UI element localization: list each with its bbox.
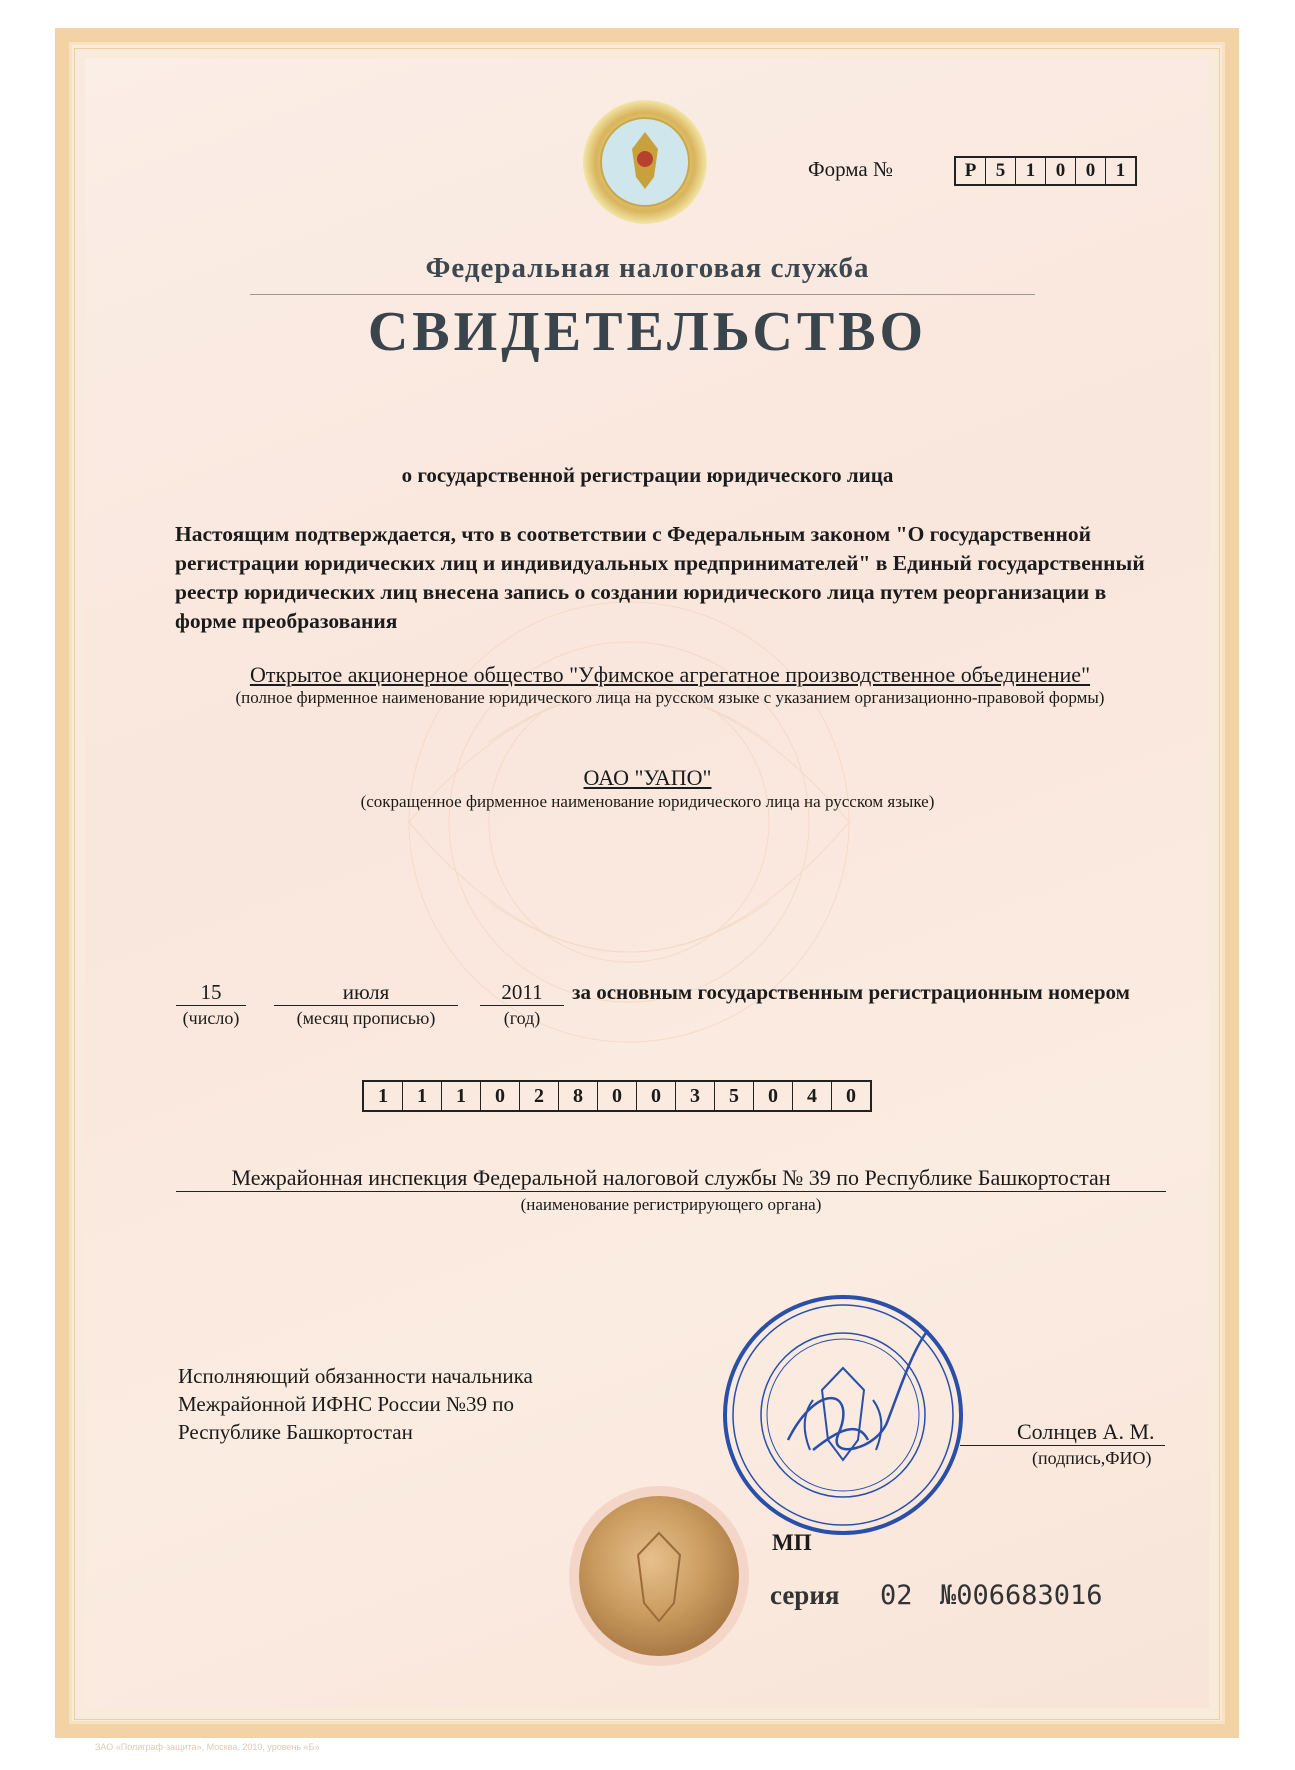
serial-label: серия <box>770 1580 840 1610</box>
registering-authority: Межрайонная инспекция Федеральной налоговой службы № 39 по Республике Башкортостан <box>176 1165 1166 1192</box>
org-full-name-hint: (полное фирменное наименование юридического лица на русском языке с указанием организационно-правовой формы) <box>235 688 1105 707</box>
stamp-mark: МП <box>772 1530 812 1555</box>
form-code-cell: Р <box>956 158 986 184</box>
signer-position-line: Межрайонной ИФНС России №39 по <box>178 1392 514 1416</box>
ogrn-digit: 5 <box>715 1082 754 1110</box>
date-year: 2011 <box>480 980 564 1006</box>
date-year-hint: (год) <box>503 1008 541 1028</box>
signer-position-line: Республике Башкортостан <box>178 1420 413 1444</box>
org-short-name-hint: (сокращенное фирменное наименование юридического лица на русском языке) <box>360 792 935 811</box>
gold-seal-icon <box>568 1485 750 1667</box>
org-short-name: ОАО "УАПО" <box>583 765 712 790</box>
serial-number: №006683016 <box>940 1580 1103 1611</box>
form-code <box>954 156 1137 186</box>
date-month: июля <box>274 980 458 1006</box>
form-code-cell: 1 <box>1016 158 1046 184</box>
ogrn-digit: 3 <box>676 1082 715 1110</box>
date-day: 15 <box>176 980 246 1006</box>
org-full-name: Открытое акционерное общество "Уфимское агрегатное производственное объединение" <box>249 662 1091 687</box>
signer-position-line: Исполняющий обязанности начальника <box>178 1364 533 1388</box>
registering-authority-hint: (наименование регистрирующего органа) <box>520 1195 822 1214</box>
ogrn-digit: 0 <box>481 1082 520 1110</box>
signer-name-hint: (подпись,ФИО) <box>1032 1448 1152 1468</box>
signature-line <box>960 1445 1165 1446</box>
document-subtitle: о государственной регистрации юридического лица <box>401 463 894 487</box>
official-stamp-icon <box>718 1290 968 1540</box>
agency-rule <box>250 294 1035 295</box>
ogrn-number <box>362 1080 872 1112</box>
form-label: Форма № <box>808 157 894 181</box>
org-full-name-block <box>180 662 1160 708</box>
serial-series: 02 <box>880 1580 913 1611</box>
ogrn-digit: 4 <box>793 1082 832 1110</box>
ogrn-digit: 0 <box>598 1082 637 1110</box>
confirmation-paragraph: Настоящим подтверждается, что в соответствии с Федеральным законом "О государственной регистрации юридических лиц и индивидуальных предпринимателей" в Единый государственный реестр юридических лиц внесена запись о создании юридического лица путем реорганизации в форме преобразования <box>175 522 1145 633</box>
ogrn-digit: 0 <box>846 1085 856 1107</box>
signer-name: Солнцев А. М. <box>1017 1419 1155 1444</box>
signer-position <box>178 1362 533 1446</box>
ogrn-digit: 0 <box>754 1082 793 1110</box>
document-title: СВИДЕТЕЛЬСТВО <box>367 301 928 363</box>
form-code-cell: 0 <box>1076 158 1106 184</box>
ogrn-digit: 1 <box>442 1082 481 1110</box>
form-code-cell: 0 <box>1046 158 1076 184</box>
ogrn-caption: за основным государственным регистрационным номером <box>572 980 1130 1004</box>
ogrn-digit: 2 <box>520 1082 559 1110</box>
form-code-cell: 5 <box>986 158 1016 184</box>
ogrn-digit: 0 <box>637 1082 676 1110</box>
ogrn-digit: 8 <box>559 1082 598 1110</box>
date-month-hint: (месяц прописью) <box>296 1008 436 1028</box>
hologram-emblem-icon <box>580 97 710 227</box>
printer-imprint: ЗАО «Полиграф-защита», Москва, 2010, уровень «Б» <box>95 1742 320 1752</box>
ogrn-digit: 1 <box>403 1082 442 1110</box>
date-day-hint: (число) <box>182 1008 240 1028</box>
ogrn-digit: 1 <box>364 1082 403 1110</box>
agency-name: Федеральная налоговая служба <box>425 252 870 284</box>
form-code-cell: 1 <box>1115 160 1126 181</box>
